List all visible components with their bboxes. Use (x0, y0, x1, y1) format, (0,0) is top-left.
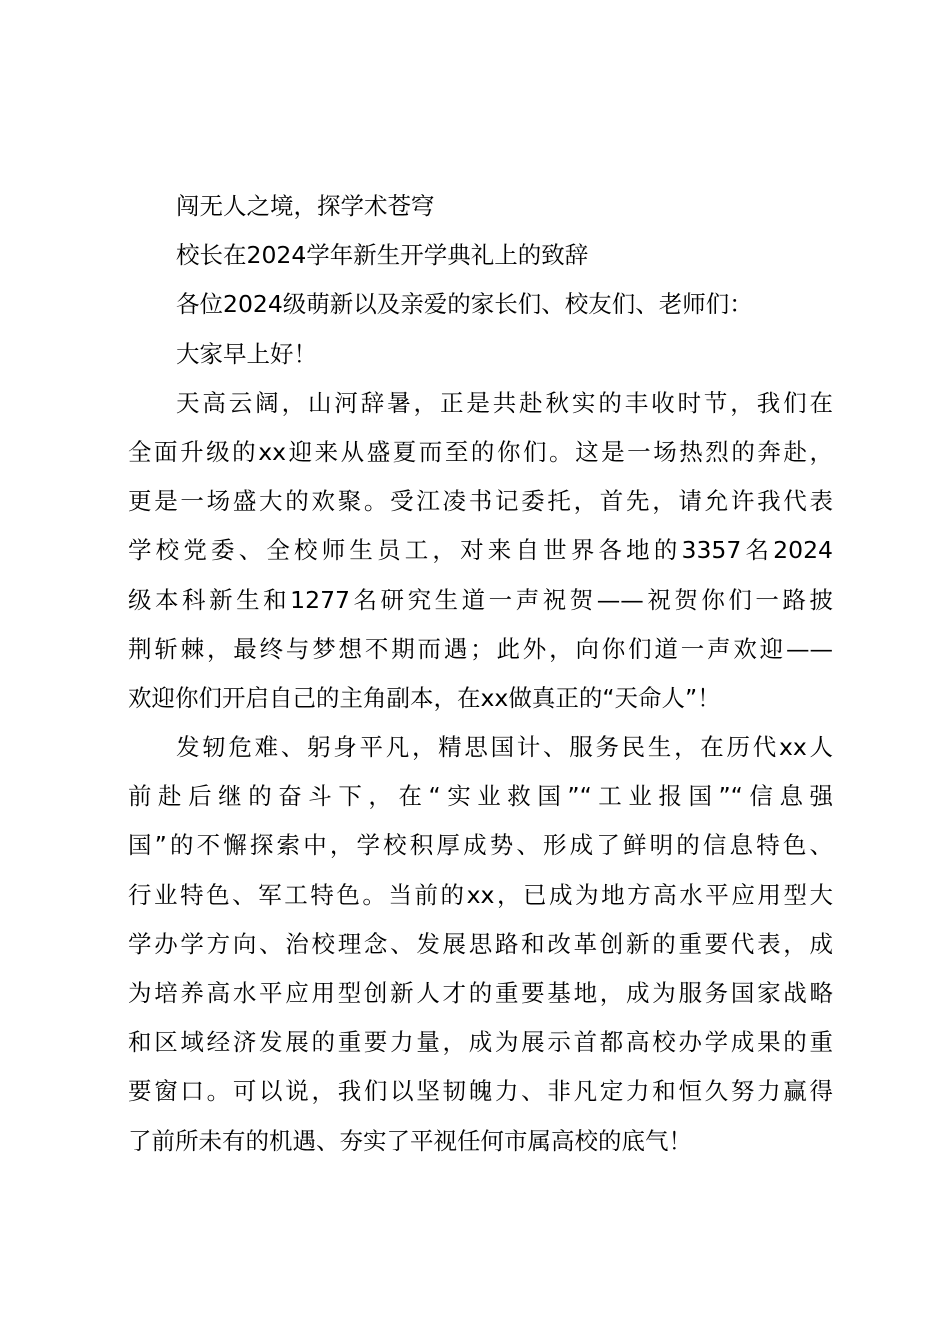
paragraph-line: 学办学方向、治校理念、发展思路和改革创新的重要代表，成 (128, 929, 833, 958)
paragraph-line: 学校党委、全校师生员工，对来自世界各地的3357名2024 (128, 536, 833, 565)
paragraph-line: 和区域经济发展的重要力量，成为展示首都高校办学成果的重 (128, 1028, 833, 1057)
paragraph-line: 荆斩棘，最终与梦想不期而遇；此外，向你们道一声欢迎—— (128, 634, 833, 663)
paragraph-line: 全面升级的xx迎来从盛夏而至的你们。这是一场热烈的奔赴， (128, 437, 833, 466)
paragraph-line: 了前所未有的机遇、夯实了平视任何市属高校的底气！ (128, 1126, 692, 1155)
document-body (128, 182, 833, 1166)
paragraph-line: 级本科新生和1277名研究生道一声祝贺——祝贺你们一路披 (128, 585, 833, 614)
salutation: 各位2024级萌新以及亲爱的家长们、校友们、老师们： (176, 290, 753, 319)
greeting: 大家早上好！ (176, 339, 317, 368)
speech-subtitle: 校长在2024学年新生开学典礼上的致辞 (176, 241, 589, 270)
paragraph-line: 行业特色、军工特色。当前的xx，已成为地方高水平应用型大 (128, 880, 833, 909)
paragraph-line: 更是一场盛大的欢聚。受江凌书记委托，首先，请允许我代表 (128, 487, 833, 516)
paragraph-1 (128, 379, 833, 723)
paragraph-line: 欢迎你们开启自己的主角副本，在xx做真正的“天命人”！ (128, 683, 721, 712)
paragraph-line: 天高云阔，山河辞暑，正是共赴秋实的丰收时节，我们在 (176, 388, 833, 417)
paragraph-line: 前赴后继的奋斗下，在“实业救国”“工业报国”“信息强 (128, 782, 833, 811)
paragraph-line: 发轫危难、躬身平凡，精思国计、服务民生，在历代xx人 (176, 733, 833, 762)
paragraph-line: 要窗口。可以说，我们以坚韧魄力、非凡定力和恒久努力赢得 (128, 1077, 833, 1106)
speech-title: 闯无人之境，探学术苍穹 (176, 192, 435, 220)
paragraph-line: 为培养高水平应用型创新人才的重要基地，成为服务国家战略 (128, 979, 833, 1007)
paragraph-line: 国”的不懈探索中，学校积厚成势、形成了鲜明的信息特色、 (128, 831, 833, 860)
paragraph-2 (128, 723, 833, 1166)
